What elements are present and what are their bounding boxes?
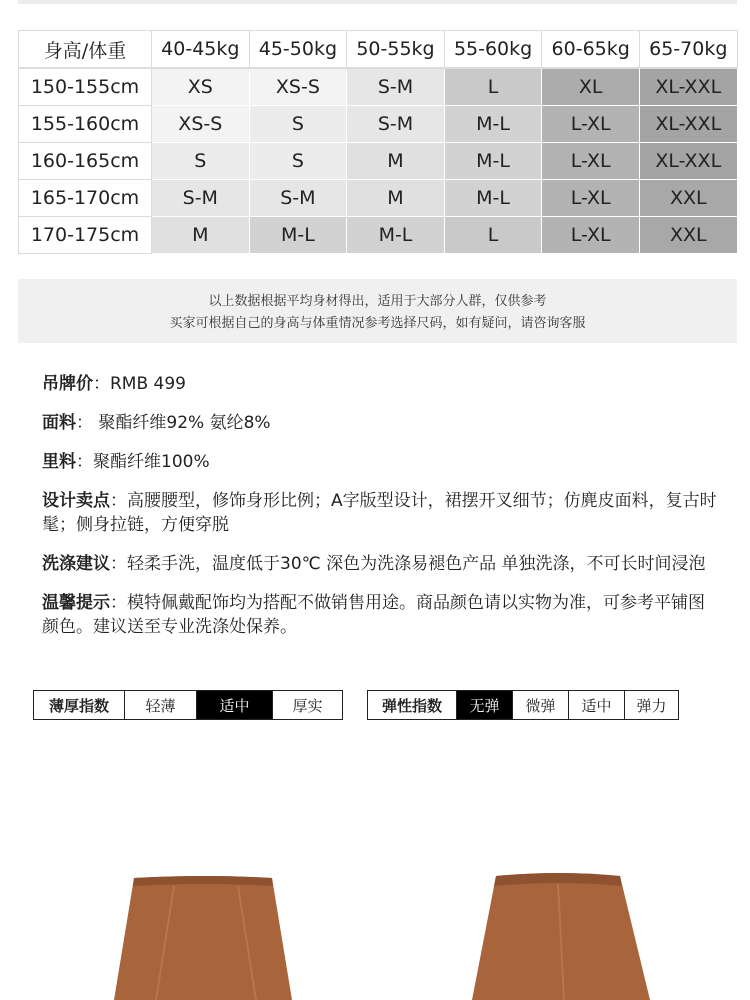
elasticity-option: 无弹: [456, 691, 512, 719]
header-weight-range: 55-60kg: [444, 31, 542, 69]
thickness-option: 厚实: [272, 691, 342, 719]
spec-value: ：高腰腰型，修饰身形比例；A字版型设计，裙摆开叉细节；仿麂皮面料，复古时髦；侧身拉链，方便穿脱: [42, 491, 717, 535]
thickness-label: 薄厚指数: [48, 696, 109, 715]
header-weight-range: 45-50kg: [249, 31, 347, 69]
size-cell: M-L: [444, 180, 542, 217]
size-cell: M-L: [444, 143, 542, 180]
header-weight-range: 50-55kg: [347, 31, 445, 69]
thickness-index-bar: [33, 690, 343, 720]
size-cell: XL-XXL: [639, 106, 737, 143]
elasticity-option: 微弹: [512, 691, 568, 719]
size-cell: S-M: [152, 180, 250, 217]
spec-item: [42, 411, 720, 435]
spec-value: ：轻柔手洗，温度低于30℃ 深色为洗涤易褪色产品 单独洗涤，不可长时间浸泡: [110, 554, 706, 574]
size-cell: L-XL: [542, 217, 640, 254]
spec-item: [42, 591, 720, 639]
elasticity-label: 弹性指数: [381, 696, 442, 715]
row-height-range: 160-165cm: [19, 143, 152, 180]
size-cell: S: [249, 143, 347, 180]
size-cell: XL-XXL: [639, 143, 737, 180]
size-cell: M-L: [249, 217, 347, 254]
size-cell: M-L: [444, 106, 542, 143]
size-chart-table: [18, 30, 738, 254]
row-height-range: 165-170cm: [19, 180, 152, 217]
elasticity-index-bar: [367, 690, 679, 720]
size-chart-note: [18, 279, 737, 343]
size-chart-row: [19, 180, 738, 217]
size-cell: S-M: [347, 68, 445, 106]
thickness-option: 轻薄: [124, 691, 196, 719]
size-cell: XXL: [639, 217, 737, 254]
size-cell: L: [444, 68, 542, 106]
skirt-photo-front: [96, 860, 316, 1000]
product-specs: [42, 372, 720, 654]
size-cell: XS-S: [152, 106, 250, 143]
size-cell: M-L: [347, 217, 445, 254]
size-cell: XS-S: [249, 68, 347, 106]
header-height-weight: 身高/体重: [19, 31, 152, 69]
spec-label: 面料: [42, 413, 76, 433]
elasticity-option: 适中: [568, 691, 624, 719]
spec-label: 吊牌价: [42, 374, 93, 394]
size-chart-row: [19, 106, 738, 143]
size-cell: XXL: [639, 180, 737, 217]
spec-item: [42, 372, 720, 396]
size-cell: S-M: [249, 180, 347, 217]
thickness-option: 适中: [196, 691, 272, 719]
size-cell: M: [152, 217, 250, 254]
spec-value: ：RMB 499: [93, 374, 186, 394]
size-chart-row: [19, 217, 738, 254]
note-line-1: 以上数据根据平均身材得出，适用于大部分人群，仅供参考: [208, 294, 547, 309]
header-weight-range: 40-45kg: [152, 31, 250, 69]
size-cell: XL: [542, 68, 640, 106]
spec-value: ： 聚酯纤维92% 氨纶8%: [76, 413, 271, 433]
size-cell: S: [152, 143, 250, 180]
size-cell: L-XL: [542, 180, 640, 217]
spec-value: ：聚酯纤维100%: [76, 452, 210, 472]
spec-item: [42, 552, 720, 576]
top-divider-band: [18, 0, 737, 4]
spec-label: 设计卖点: [42, 491, 110, 511]
elasticity-option: 弹力: [624, 691, 678, 719]
spec-value: ：模特佩戴配饰均为搭配不做销售用途。商品颜色请以实物为准，可参考平铺图颜色。建议送至专业洗涤处保养。: [42, 593, 705, 637]
spec-item: [42, 489, 720, 537]
spec-label: 洗涤建议: [42, 554, 110, 574]
row-height-range: 150-155cm: [19, 68, 152, 106]
skirt-front-body: [114, 876, 292, 1000]
size-chart-row: [19, 68, 738, 106]
spec-label: 温馨提示: [42, 593, 110, 613]
size-cell: S-M: [347, 106, 445, 143]
size-cell: L: [444, 217, 542, 254]
size-cell: M: [347, 180, 445, 217]
spec-label: 里料: [42, 452, 76, 472]
size-cell: L-XL: [542, 106, 640, 143]
skirt-photo-side: [440, 866, 660, 1000]
row-height-range: 155-160cm: [19, 106, 152, 143]
size-cell: XL-XXL: [639, 68, 737, 106]
spec-item: [42, 450, 720, 474]
size-cell: S: [249, 106, 347, 143]
size-cell: M: [347, 143, 445, 180]
note-line-2: 买家可根据自己的身高与体重情况参考选择尺码，如有疑问，请咨询客服: [169, 316, 586, 331]
header-weight-range: 65-70kg: [639, 31, 737, 69]
size-chart-row: [19, 143, 738, 180]
size-cell: L-XL: [542, 143, 640, 180]
size-chart-header: [19, 31, 738, 69]
row-height-range: 170-175cm: [19, 217, 152, 254]
size-cell: XS: [152, 68, 250, 106]
header-weight-range: 60-65kg: [542, 31, 640, 69]
